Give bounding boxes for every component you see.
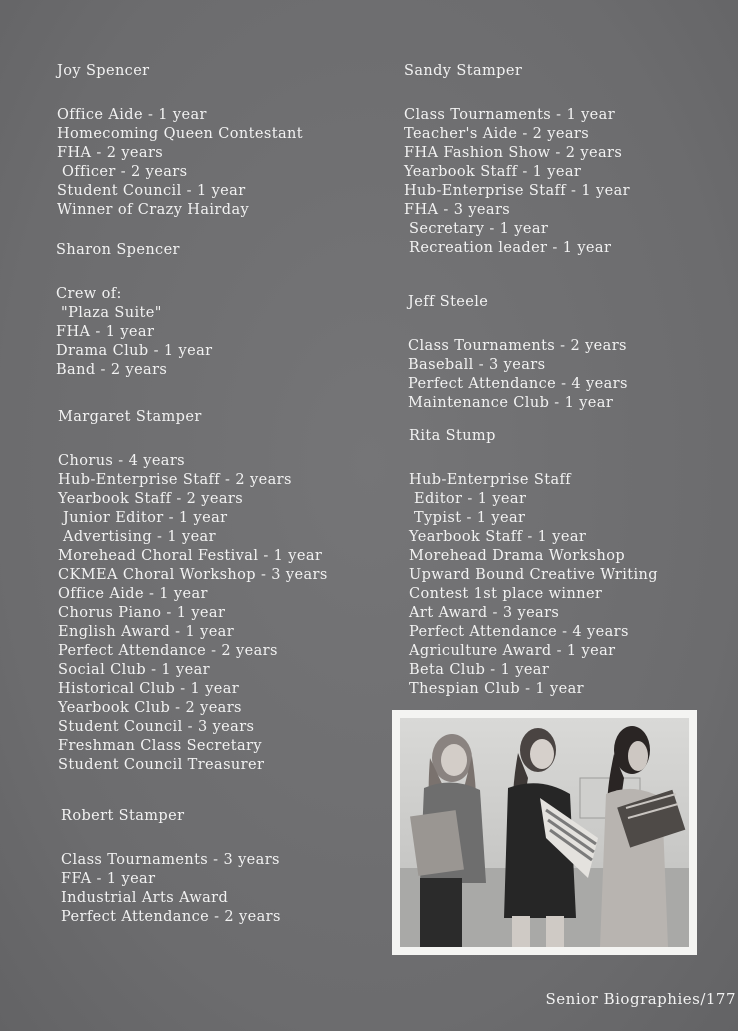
activity-item: Officer - 2 years xyxy=(62,164,188,180)
activity-item: Historical Club - 1 year xyxy=(58,681,240,697)
activity-item: FHA - 3 years xyxy=(404,202,511,218)
activity-item: Hub-Enterprise Staff - 2 years xyxy=(58,472,292,488)
bio-margaret-stamper xyxy=(58,408,328,775)
activity-item: Chorus Piano - 1 year xyxy=(58,605,226,621)
student-name: Joy Spencer xyxy=(57,63,150,79)
bio-rita-stump xyxy=(409,427,658,699)
activity-item: Yearbook Staff - 1 year xyxy=(404,164,582,180)
activity-item: Drama Club - 1 year xyxy=(56,343,213,359)
activity-item: Yearbook Staff - 2 years xyxy=(58,491,244,507)
activity-item: Freshman Class Secretary xyxy=(58,738,262,754)
activity-item: Student Council - 1 year xyxy=(57,183,246,199)
activity-item: FFA - 1 year xyxy=(61,871,156,887)
activity-item: Yearbook Club - 2 years xyxy=(58,700,242,716)
activity-item: Perfect Attendance - 4 years xyxy=(408,376,628,392)
activity-item: Typist - 1 year xyxy=(414,510,526,526)
activity-item: Yearbook Staff - 1 year xyxy=(409,529,587,545)
activity-item: Recreation leader - 1 year xyxy=(409,240,612,256)
bio-sharon-spencer xyxy=(56,241,212,380)
student-photo xyxy=(392,710,697,955)
activity-item: Perfect Attendance - 2 years xyxy=(61,909,281,925)
activity-item: Advertising - 1 year xyxy=(63,529,216,545)
activity-item: Homecoming Queen Contestant xyxy=(57,126,303,142)
activity-item: FHA - 2 years xyxy=(57,145,164,161)
activity-item: Art Award - 3 years xyxy=(409,605,560,621)
activity-item: Chorus - 4 years xyxy=(58,453,186,469)
bio-joy-spencer xyxy=(57,62,303,220)
activity-item: Upward Bound Creative Writing xyxy=(409,567,658,583)
bio-robert-stamper xyxy=(61,807,281,927)
activity-item: Beta Club - 1 year xyxy=(409,662,550,678)
activity-item: Agriculture Award - 1 year xyxy=(409,643,616,659)
student-name: Rita Stump xyxy=(409,428,496,444)
activity-item: Industrial Arts Award xyxy=(61,890,229,906)
activity-item: Junior Editor - 1 year xyxy=(63,510,228,526)
activity-item: Secretary - 1 year xyxy=(409,221,549,237)
page-footer: Senior Biographies/177 xyxy=(545,990,736,1008)
activity-item: FHA - 1 year xyxy=(56,324,155,340)
activity-item: Band - 2 years xyxy=(56,362,168,378)
activity-item: Hub-Enterprise Staff - 1 year xyxy=(404,183,630,199)
student-name: Robert Stamper xyxy=(61,808,185,824)
activity-item: Contest 1st place winner xyxy=(409,586,603,602)
student-name: Jeff Steele xyxy=(408,294,489,310)
activity-item: Baseball - 3 years xyxy=(408,357,546,373)
activity-item: Crew of: xyxy=(56,286,122,302)
activity-item: Social Club - 1 year xyxy=(58,662,210,678)
student-name: Margaret Stamper xyxy=(58,409,202,425)
activity-item: Perfect Attendance - 4 years xyxy=(409,624,629,640)
activity-item: Morehead Drama Workshop xyxy=(409,548,626,564)
activity-item: Editor - 1 year xyxy=(414,491,527,507)
bio-sandy-stamper xyxy=(404,62,630,258)
activity-item: Maintenance Club - 1 year xyxy=(408,395,614,411)
activity-item: Hub-Enterprise Staff xyxy=(409,472,572,488)
bio-jeff-steele xyxy=(408,293,628,413)
activity-item: Morehead Choral Festival - 1 year xyxy=(58,548,323,564)
activity-item: Class Tournaments - 2 years xyxy=(408,338,627,354)
activity-item: Class Tournaments - 1 year xyxy=(404,107,616,123)
activity-item: Teacher's Aide - 2 years xyxy=(404,126,590,142)
activity-item: Winner of Crazy Hairday xyxy=(57,202,250,218)
activity-item: English Award - 1 year xyxy=(58,624,235,640)
activity-item: CKMEA Choral Workshop - 3 years xyxy=(58,567,328,583)
activity-item: Office Aide - 1 year xyxy=(57,107,207,123)
activity-item: Student Council - 3 years xyxy=(58,719,255,735)
activity-item: FHA Fashion Show - 2 years xyxy=(404,145,623,161)
activity-item: "Plaza Suite" xyxy=(61,305,162,321)
student-name: Sandy Stamper xyxy=(404,63,523,79)
activity-item: Thespian Club - 1 year xyxy=(409,681,584,697)
photo-illustration xyxy=(400,718,689,947)
activity-item: Office Aide - 1 year xyxy=(58,586,208,602)
activity-item: Class Tournaments - 3 years xyxy=(61,852,280,868)
activity-item: Perfect Attendance - 2 years xyxy=(58,643,278,659)
student-name: Sharon Spencer xyxy=(56,242,180,258)
activity-item: Student Council Treasurer xyxy=(58,757,265,773)
